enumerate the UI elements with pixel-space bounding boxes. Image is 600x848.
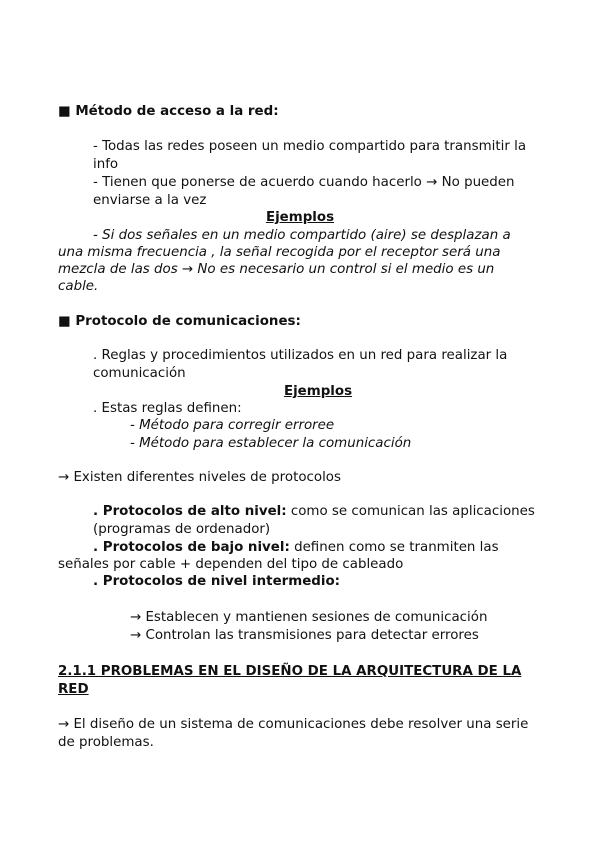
heading-text: Método de acceso a la red: <box>75 104 279 119</box>
protocol-text: como se comunican las aplicaciones <box>286 504 535 519</box>
paragraph-line: señales por cable + dependen del tipo de cableado <box>58 557 404 572</box>
protocol-label: . Protocolos de alto nivel: <box>93 504 287 519</box>
example-line: mezcla de las dos → No es necesario un control si el medio es un <box>58 262 495 277</box>
paragraph-line: (programas de ordenador) <box>93 522 271 537</box>
bullet-square: ■ <box>58 104 71 119</box>
example-line: cable. <box>58 279 99 294</box>
protocol-high-level <box>93 503 535 521</box>
section-heading-problems-cont: RED <box>58 682 89 697</box>
list-item: - Método para establecer la comunicación <box>130 436 412 451</box>
paragraph-line: → Existen diferentes niveles de protocolos <box>58 470 341 485</box>
protocol-low-level <box>93 539 499 557</box>
paragraph-line: de problemas. <box>58 735 154 750</box>
paragraph-line: info <box>93 157 119 172</box>
section-heading-access-method <box>58 103 279 121</box>
bullet-square: ■ <box>58 314 71 329</box>
heading-text: Protocolo de comunicaciones: <box>75 314 301 329</box>
paragraph-line: . Reglas y procedimientos utilizados en un red para realizar la <box>93 348 508 363</box>
example-line: una misma frecuencia , la señal recogida por el receptor será una <box>58 245 501 260</box>
paragraph-line: . Estas reglas definen: <box>93 401 242 416</box>
protocol-mid-level: . Protocolos de nivel intermedio: <box>93 574 341 589</box>
paragraph-line: enviarse a la vez <box>93 193 207 208</box>
protocol-text: definen como se tranmiten las <box>289 540 499 555</box>
paragraph-line: - Todas las redes poseen un medio compartido para transmitir la <box>93 139 527 154</box>
protocol-label: . Protocolos de bajo nivel: <box>93 540 290 555</box>
section-heading-problems: 2.1.1 PROBLEMAS EN EL DISEÑO DE LA ARQUITECTURA DE LA <box>58 664 522 679</box>
list-item: → Establecen y mantienen sesiones de comunicación <box>130 610 488 625</box>
paragraph-line: - Tienen que ponerse de acuerdo cuando hacerlo → No pueden <box>93 175 515 190</box>
paragraph-line: comunicación <box>93 366 186 381</box>
example-line: - Si dos señales en un medio compartido (aire) se desplazan a <box>93 228 511 243</box>
examples-title: Ejemplos <box>265 210 335 225</box>
list-item: - Método para corregir erroree <box>130 418 335 433</box>
section-heading-protocol <box>58 313 301 331</box>
paragraph-line: → El diseño de un sistema de comunicaciones debe resolver una serie <box>58 717 529 732</box>
examples-title: Ejemplos <box>283 384 353 399</box>
list-item: → Controlan las transmisiones para detectar errores <box>130 628 479 643</box>
